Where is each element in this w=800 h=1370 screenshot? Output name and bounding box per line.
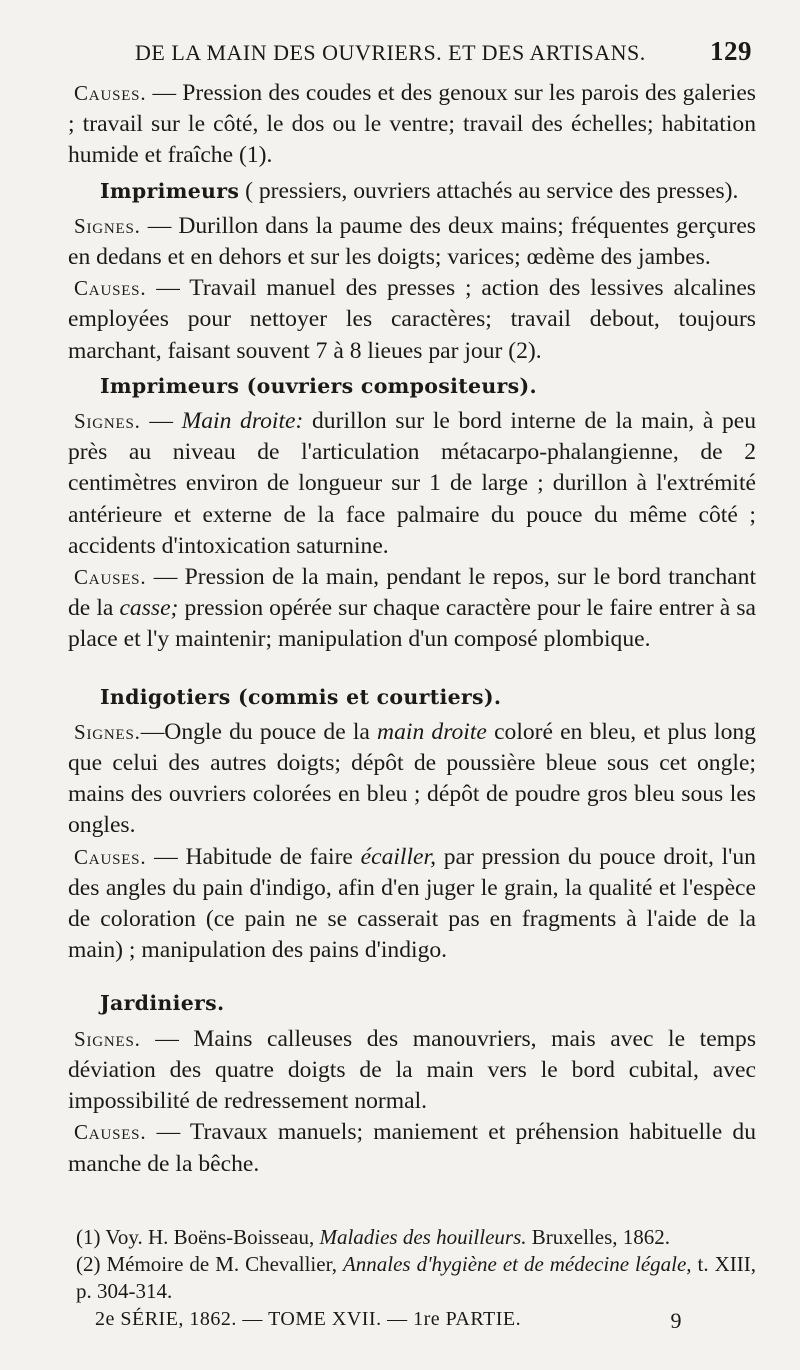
- signes-text: durillon sur le bord interne de la main, à peu près au niveau de l'articulation métacarpo-phalangienne, de 2 centimètres environ de longueur sur 1 de large ; durillon à l'extrémité antérieure et externe de la face palmaire du pouce du même côté ; accidents d'intoxication saturnine.: [68, 408, 757, 559]
- sheet-number: 9: [670, 1308, 682, 1333]
- imprimeurs-compositeurs-causes: [68, 562, 756, 656]
- footnote-1-text: (1) Voy. H. Boëns-Boisseau,: [76, 1225, 320, 1249]
- causes-text-continued: pression opérée sur chaque caractère pour le faire entrer à sa place et l'y maintenir; manipulation d'un composé plombique.: [68, 595, 756, 653]
- mineurs-causes-paragraph: [68, 78, 756, 172]
- indigotiers-heading: Indigotiers (commis et courtiers).: [100, 684, 502, 709]
- running-header: [135, 36, 752, 67]
- causes-italic: casse;: [119, 595, 179, 622]
- signes-text: —Ongle du pouce de la: [140, 718, 378, 745]
- footnotes: [68, 1224, 756, 1305]
- spacer: [68, 966, 756, 984]
- signes-italic: Main droite:: [181, 408, 304, 435]
- jardiniers-signes: [68, 1024, 756, 1118]
- footnote-1-tail: Bruxelles, 1862.: [526, 1225, 671, 1249]
- causes-label: Causes.: [74, 565, 147, 590]
- imprimeurs-pressiers-signes: [68, 211, 756, 273]
- causes-text: — Travail manuel des presses ; action des lessives alcalines employées pour nettoyer les caractères; travail debout, toujours marchant, faisant souvent 7 à 8 lieues par jour (2).: [68, 275, 756, 364]
- running-title: DE LA MAIN DES OUVRIERS. ET DES ARTISANS.: [135, 40, 646, 65]
- spacer: [68, 656, 756, 678]
- causes-text: — Pression des coudes et des genoux sur les parois des galeries ; travail sur le côté, le dos ou le ventre; travail des échelles; habitation humide et fraîche (1).: [68, 80, 756, 169]
- series-info: 2e SÉRIE, 1862. — TOME XVII. — 1re PARTIE.: [95, 1308, 522, 1330]
- section-subheading: ( pressiers, ouvriers attachés au service des presses).: [239, 177, 739, 204]
- signes-text: — Durillon dans la paume des deux mains; fréquentes gerçures en dedans et en dehors et sur les doigts; varices; œdème des jambes.: [68, 212, 756, 271]
- imprimeurs-compositeurs-signes: Signes. — Main droite: durillon sur le bord interne de la main, à peu près au niveau de l'articulation métacarpo-phalangienne, de 2 centimètres environ de longueur sur 1 de large ; durillon à l'extrémité antérieure et externe de la face palmaire du pouce du même côté ; accidents d'intoxication saturnine.: [68, 408, 757, 559]
- causes-text-continued: par pression du pouce droit, l'un des angles du pain d'indigo, afin d'en juger le grain, la qualité et l'espèce de coloration (ce pain ne se casserait pas en fragments à l'aide de la main) ; manipulation des pains d'indigo.: [68, 843, 756, 964]
- imprimeurs-compositeurs-heading: Imprimeurs (ouvriers compositeurs).: [100, 373, 537, 398]
- causes-text: — Pression de la main, pendant le repos, sur le bord tranchant de la: [68, 564, 756, 622]
- signes-label: Signes.: [74, 719, 141, 744]
- footnote-1-italic: Maladies des houilleurs.: [319, 1225, 527, 1249]
- indigotiers-signes: [68, 717, 756, 842]
- causes-text: — Habitude de faire: [146, 843, 361, 870]
- imprimeurs-pressiers-causes: [68, 273, 756, 367]
- signes-text-continued: coloré en bleu, et plus long que celui des autres doigts; dépôt de poussière bleue sous cet ongle; mains des ouvriers colorées en bleu ; dépôt de poudre gros bleu sous les ongles.: [68, 718, 756, 839]
- footnote-2: [68, 1251, 756, 1305]
- footnote-2-text: (2) Mémoire de M. Chevallier,: [76, 1252, 343, 1276]
- causes-label: Causes.: [74, 1120, 147, 1145]
- page-number: 129: [710, 36, 752, 66]
- causes-text: — Travaux manuels; maniement et préhension habituelle du manche de la bêche.: [68, 1119, 756, 1177]
- jardiniers-causes: [68, 1117, 756, 1179]
- signes-italic: main droite: [377, 718, 487, 745]
- footnote-2-italic: Annales d'hygiène et de médecine légale,: [342, 1252, 692, 1276]
- imprimeurs-pressiers-heading: [68, 176, 756, 207]
- footnote-2-tail: t. XIII, p. 304-314.: [76, 1252, 756, 1303]
- signes-text: — Mains calleuses des manouvriers, mais avec le temps déviation des quatre doigts de la main vers le bord cubital, avec impossibilité de redressement normal.: [68, 1025, 756, 1115]
- signature-line: [95, 1308, 682, 1334]
- causes-italic: écailler,: [360, 843, 436, 870]
- signes-label: Signes.: [74, 1026, 141, 1051]
- signes-label: Signes.: [74, 213, 141, 238]
- causes-label: Causes.: [74, 276, 147, 301]
- footnote-1: [68, 1224, 756, 1251]
- signes-label: Signes.: [74, 409, 141, 434]
- causes-label: Causes.: [74, 844, 147, 869]
- indigotiers-causes: [68, 842, 756, 967]
- jardiniers-heading: Jardiniers.: [100, 991, 225, 1016]
- section-heading: Imprimeurs: [100, 178, 240, 203]
- page-body: [68, 78, 756, 1180]
- causes-label: Causes.: [74, 81, 147, 105]
